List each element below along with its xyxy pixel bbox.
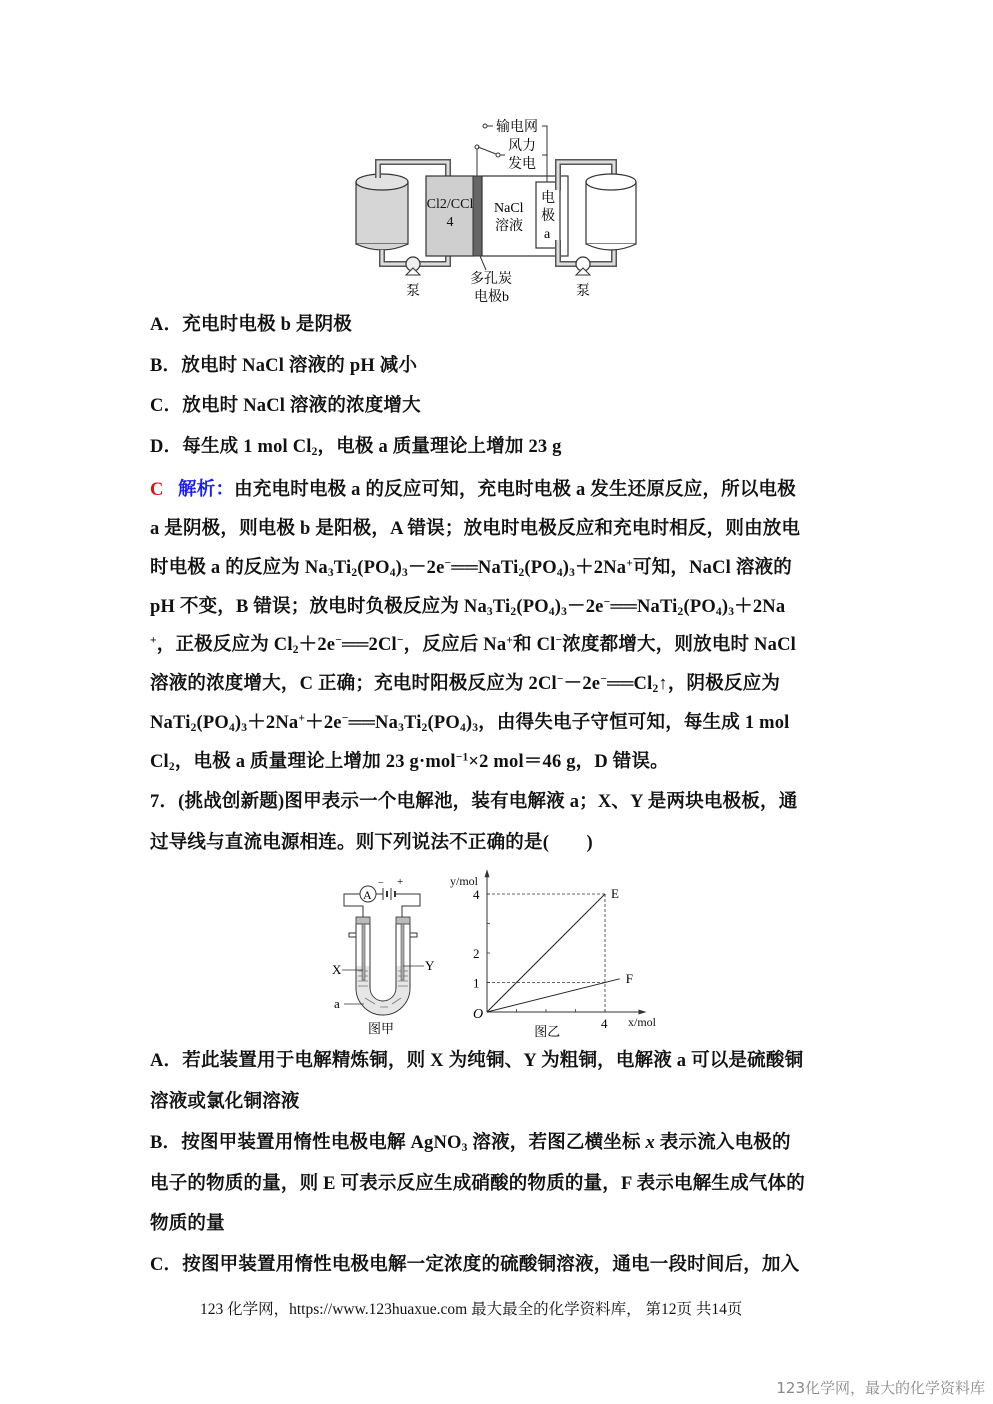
- analysis-line-6: 溶液的浓度增大，C 正确；充电时阳极反应为 $2Cl^--2e^-══Cl_2↑$，阴极反应为: [150, 673, 781, 695]
- label-a: a: [334, 996, 340, 1011]
- switch-lever: [478, 147, 496, 154]
- wire-a: [542, 126, 547, 182]
- q7-option-b-line-1: B．按图甲装置用惰性电极电解 AgNO$_3$ 溶液，若图乙横坐标 x 表示流入电极的: [150, 1133, 791, 1154]
- u-tube-cell-diagram: [320, 870, 440, 1040]
- label-electrode-a-3: a: [544, 227, 551, 242]
- analysis-line-5: +，正极反应为 $Cl_2+2e^-══2Cl^-$，反应后 Na+和 Cl−浓度都增大，则放电时 NaCl: [150, 634, 796, 656]
- label-electrode-a-2: 极: [541, 209, 555, 224]
- label-nacl: NaCl: [494, 201, 524, 216]
- analysis-line-7: $NaTi_2(PO_4)_3+2Na^++2e^-══Na_3Ti_2(PO_4)_3$，由得失电子守恒可知，每生成 1 mol: [150, 712, 790, 734]
- analysis-line-2: a 是阴极，则电极 b 是阳极，A 错误；放电时电极反应和充电时相反，则由放电: [150, 519, 801, 539]
- q6-option-d: D．每生成 1 mol $Cl_2$，电极 a 质量理论上增加 23 g: [150, 437, 562, 458]
- label-x: X: [332, 962, 342, 977]
- label-electrode-a-1: 电: [541, 191, 555, 206]
- analysis-line-4: pH 不变，B 错误；放电时负极反应为 $Na_3Ti_2(PO_4)_3-2e^-══NaTi_2(PO_4)_3+2Na$: [150, 596, 786, 618]
- battery-plus: +: [397, 876, 404, 888]
- y-axis-arrow: [485, 869, 490, 877]
- page-footer: 123 化学网，https://www.123huaxue.com 最大最全的化学资料库， 第12页 共14页: [200, 1301, 743, 1318]
- label-pump-left: 泵: [406, 284, 420, 299]
- y-tick-label-1: 1: [473, 975, 480, 991]
- electrode-x: [362, 924, 365, 980]
- label-solution: 溶液: [495, 219, 523, 234]
- label-cl2-ccl4: Cl2/CCl4: [426, 197, 474, 230]
- ammeter-label: A: [363, 888, 372, 902]
- label-wind: 风力: [508, 139, 536, 154]
- left-tank: [356, 174, 408, 250]
- series-label-F: F: [625, 970, 633, 986]
- q7-option-b-line-2: 电子的物质的量，则 E 可表示反应生成硝酸的物质的量，F 表示电解生成气体的: [150, 1174, 805, 1194]
- x-tick-label-4: 4: [601, 1016, 608, 1031]
- origin-label: O: [473, 1007, 484, 1022]
- stopper-right: [396, 917, 410, 924]
- x-axis-label: x/mol: [628, 1015, 657, 1029]
- label-wind2: 发电: [508, 157, 536, 172]
- series-line-E: [487, 894, 605, 1012]
- right-tank: [586, 174, 636, 250]
- x-axis-arrow: [639, 1010, 647, 1015]
- y-tick-label-4: 4: [473, 887, 480, 902]
- analysis-label: 解析：: [178, 480, 235, 500]
- caption-fig-a: 图甲: [368, 1021, 395, 1036]
- q7-stem-line-1: 7．(挑战创新题)图甲表示一个电解池，装有电解液 a；X、Y 是两块电极板，通: [150, 792, 798, 812]
- label-y: Y: [425, 958, 435, 973]
- y-axis-label: y/mol: [450, 874, 479, 888]
- analysis-line-8: $Cl_2$，电极 a 质量理论上增加 23 g·mol$^{-1}$×2 mol＝46 g，D 错误。: [150, 751, 669, 773]
- q6-option-c: C．放电时 NaCl 溶液的浓度增大: [150, 396, 421, 416]
- analysis-line-3: 时电极 a 的反应为 $Na_3Ti_2(PO_4)_3-2e^-══NaTi_2(PO_4)_3+2Na^+$可知，NaCl 溶液的: [150, 557, 792, 579]
- q6-option-b: B．放电时 NaCl 溶液的 pH 减小: [150, 356, 418, 376]
- q7-option-c-line-1: C．按图甲装置用惰性电极电解一定浓度的硫酸铜溶液，通电一段时间后，加入: [150, 1255, 800, 1275]
- series-line-F: [487, 979, 620, 1012]
- q7-option-a-line-2: 溶液或氯化铜溶液: [150, 1092, 300, 1112]
- q6-option-a: A．充电时电极 b 是阴极: [150, 315, 353, 335]
- series-label-E: E: [611, 886, 619, 901]
- analysis-line-1: C 解析：由充电时电极 a 的反应可知，充电时电极 a 发生还原反应，所以电极: [150, 480, 796, 500]
- battery-minus: −: [378, 878, 384, 889]
- battery-icon: [380, 888, 400, 900]
- label-electrode-b-2: 电极b: [474, 290, 509, 305]
- site-watermark: 123化学网，最大的化学资料库: [776, 1379, 985, 1397]
- stopper-left: [356, 917, 370, 924]
- q7-stem-line-2: 过导线与直流电源相连。则下列说法不正确的是( ): [150, 833, 593, 853]
- chart-title: 图乙: [534, 1024, 561, 1039]
- pump-right-icon: [576, 257, 590, 275]
- electrode-y: [401, 924, 404, 980]
- answer-letter: C: [150, 480, 164, 500]
- label-electrode-b-1: 多孔炭: [470, 272, 512, 287]
- circuit-wire: [344, 894, 363, 917]
- label-pump-right: 泵: [576, 284, 590, 299]
- electrode-b: [473, 176, 482, 256]
- y-tick-label-2: 2: [473, 946, 480, 961]
- flow-battery-diagram: [340, 110, 660, 310]
- label-grid: 输电网: [496, 120, 538, 135]
- q7-option-a-line-1: A．若此装置用于电解精炼铜，则 X 为纯铜、Y 为粗铜，电解液 a 可以是硫酸铜: [150, 1051, 804, 1071]
- pump-left-icon: [406, 257, 420, 275]
- q7-option-b-line-3: 物质的量: [150, 1214, 225, 1234]
